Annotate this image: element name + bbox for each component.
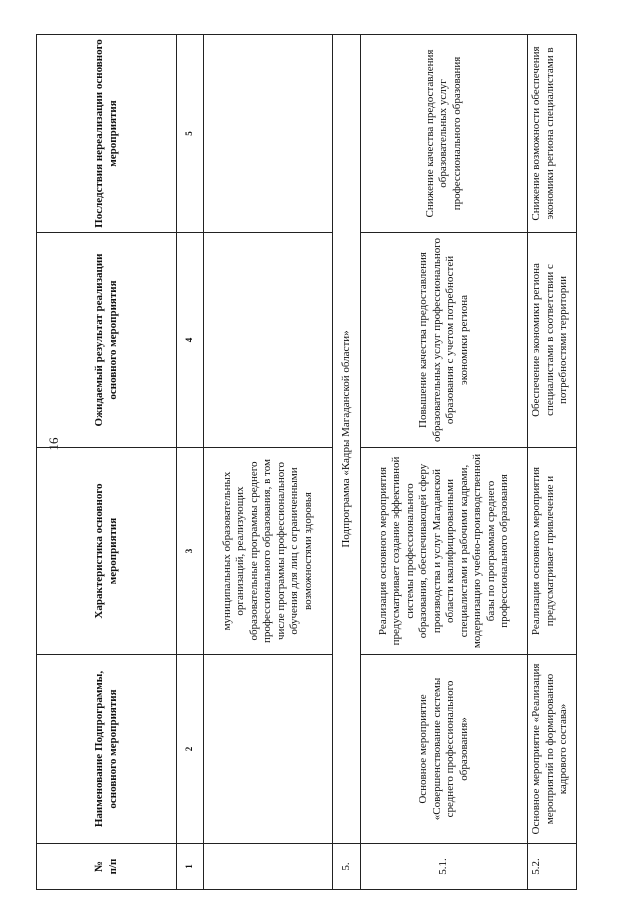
row-description: Реализация основного мероприятия предусматривает создание эффективной системы профессионального образования, обеспечивающей сферу производства и услуг Магаданской области квалифицированными специалистами и рабочими кадрами, модернизацию учебно-производственной базы по программам среднего профессионального образования [361, 448, 528, 655]
row-consequence: Снижение качества предоставления образовательных услуг профессионального образования [361, 35, 528, 233]
continuation-consequence [204, 35, 333, 233]
measures-table [36, 34, 577, 890]
column-number-row [177, 35, 204, 890]
subprogram-row [333, 35, 361, 890]
header-number: № п/п [37, 844, 177, 890]
column-number: 5 [177, 35, 204, 233]
row-number: 5.1. [361, 844, 528, 890]
header-consequence: Последствия нереализации основного мероприятия [37, 35, 177, 233]
column-number: 4 [177, 233, 204, 448]
table-row [361, 35, 528, 890]
row-consequence: Снижение возможности обеспечения экономики региона специалистами в [528, 35, 577, 233]
header-description: Характеристика основного мероприятия [37, 448, 177, 655]
page-number: 16 [46, 437, 61, 451]
table-row [528, 35, 577, 890]
continuation-number [204, 844, 333, 890]
column-number: 1 [177, 844, 204, 890]
continuation-description: муниципальных образовательных организаций, реализующих образовательные программы среднего профессионального образования, в том числе программы профессионального обучения для лиц с ограниченными возможностями здоровья [204, 448, 333, 655]
table-header-row [37, 35, 177, 890]
header-result: Ожидаемый результат реализации основного мероприятия [37, 233, 177, 448]
header-name: Наименование Подпрограммы, основного мероприятия [37, 655, 177, 844]
subprogram-number: 5. [333, 844, 361, 890]
continuation-name [204, 655, 333, 844]
continuation-row [204, 35, 333, 890]
row-result: Повышение качества предоставления образовательных услуг профессионального образования с учетом потребностей экономики региона [361, 233, 528, 448]
row-name: Основное мероприятие «Реализация мероприятий по формированию кадрового состава» [528, 655, 577, 844]
continuation-result [204, 233, 333, 448]
column-number: 2 [177, 655, 204, 844]
row-description: Реализация основного мероприятия предусматривает привлечение и [528, 448, 577, 655]
subprogram-title: Подпрограмма «Кадры Магаданской области» [333, 35, 361, 844]
rotated-page-content [36, 35, 569, 890]
column-number: 3 [177, 448, 204, 655]
row-number: 5.2. [528, 844, 577, 890]
row-result: Обеспечение экономики региона специалистами в соответствии с потребностями территории [528, 233, 577, 448]
row-name: Основное мероприятие «Совершенствование системы среднего профессионального образования» [361, 655, 528, 844]
